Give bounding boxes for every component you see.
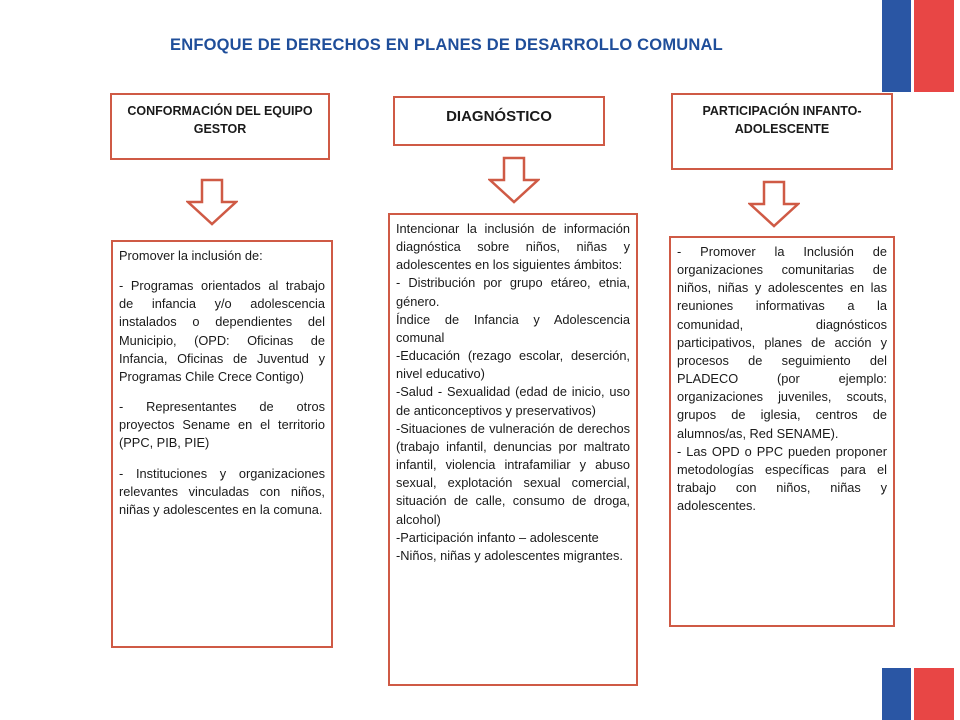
header-diagnostico-label: DIAGNÓSTICO	[446, 108, 552, 125]
diagnostico-item: -Salud - Sexualidad (edad de inicio, uso de anticonceptivos y preservativos)	[396, 384, 630, 418]
diagnostico-item: Índice de Infancia y Adolescencia comunal	[396, 311, 630, 345]
diagnostico-item: -Niños, niñas y adolescentes migrantes.	[396, 547, 623, 563]
down-arrow-icon	[488, 156, 540, 204]
equipo-gestor-item: - Programas orientados al trabajo de infancia y/o adolescencia instalados o dependientes del Municipio, (OPD: Oficinas de Infancia, Oficinas de Juventud y Programas Chile Crece Contigo)	[119, 278, 325, 384]
page-title: ENFOQUE DE DERECHOS EN PLANES DE DESARROLLO COMUNAL	[170, 36, 723, 54]
equipo-gestor-intro: Promover la inclusión de:	[119, 248, 263, 263]
participacion-item: - Las OPD o PPC pueden proponer metodologías específicas para el trabajo con niños, niñas y adolescentes.	[677, 443, 887, 514]
down-arrow-icon	[186, 178, 238, 226]
participacion-item: - Promover la Inclusión de organizaciones comunitarias de niños, niñas y adolescentes en las reuniones informativas a la comunidad, diagnósticos participativos, planes de acción y procesos de seguimiento del PLADECO (por ejemplo: organizaciones juveniles, scouts, grupos de iglesia, centros de alumnos/as, Red SENAME).	[677, 244, 887, 441]
participacion-content	[669, 236, 895, 627]
header-participacion	[671, 93, 893, 170]
equipo-gestor-item: - Representantes de otros proyectos Sename en el territorio (PPC, PIB, PIE)	[119, 399, 325, 451]
header-equipo-gestor	[110, 93, 330, 160]
diagnostico-intro: Intencionar la inclusión de información diagnóstica sobre niños, niñas y adolescentes en los siguientes ámbitos:	[396, 221, 630, 273]
diagnostico-item: -Educación (rezago escolar, deserción, nivel educativo)	[396, 348, 630, 382]
equipo-gestor-item: - Instituciones y organizaciones relevantes vinculadas con niños, niñas y adolescentes en la comuna.	[119, 465, 325, 517]
header-equipo-gestor-label: CONFORMACIÓN DEL EQUIPO GESTOR	[127, 104, 313, 137]
header-diagnostico	[393, 96, 605, 146]
diagnostico-item: -Participación infanto – adolescente	[396, 529, 599, 545]
diagnostico-content	[388, 213, 638, 686]
diagnostico-item: - Distribución por grupo etáreo, etnia, género.	[396, 275, 630, 309]
header-participacion-label: PARTICIPACIÓN INFANTO-ADOLESCENTE	[702, 104, 862, 137]
flag-decoration-bottom	[882, 668, 954, 720]
equipo-gestor-content	[111, 240, 333, 648]
flag-decoration-top	[882, 0, 954, 92]
down-arrow-icon	[748, 180, 800, 228]
diagnostico-item: -Situaciones de vulneración de derechos (trabajo infantil, denuncias por maltrato infantil, violencia intrafamiliar y abuso sexual, explotación sexual comercial, situación de calle, consumo de droga, alcohol)	[396, 420, 630, 527]
